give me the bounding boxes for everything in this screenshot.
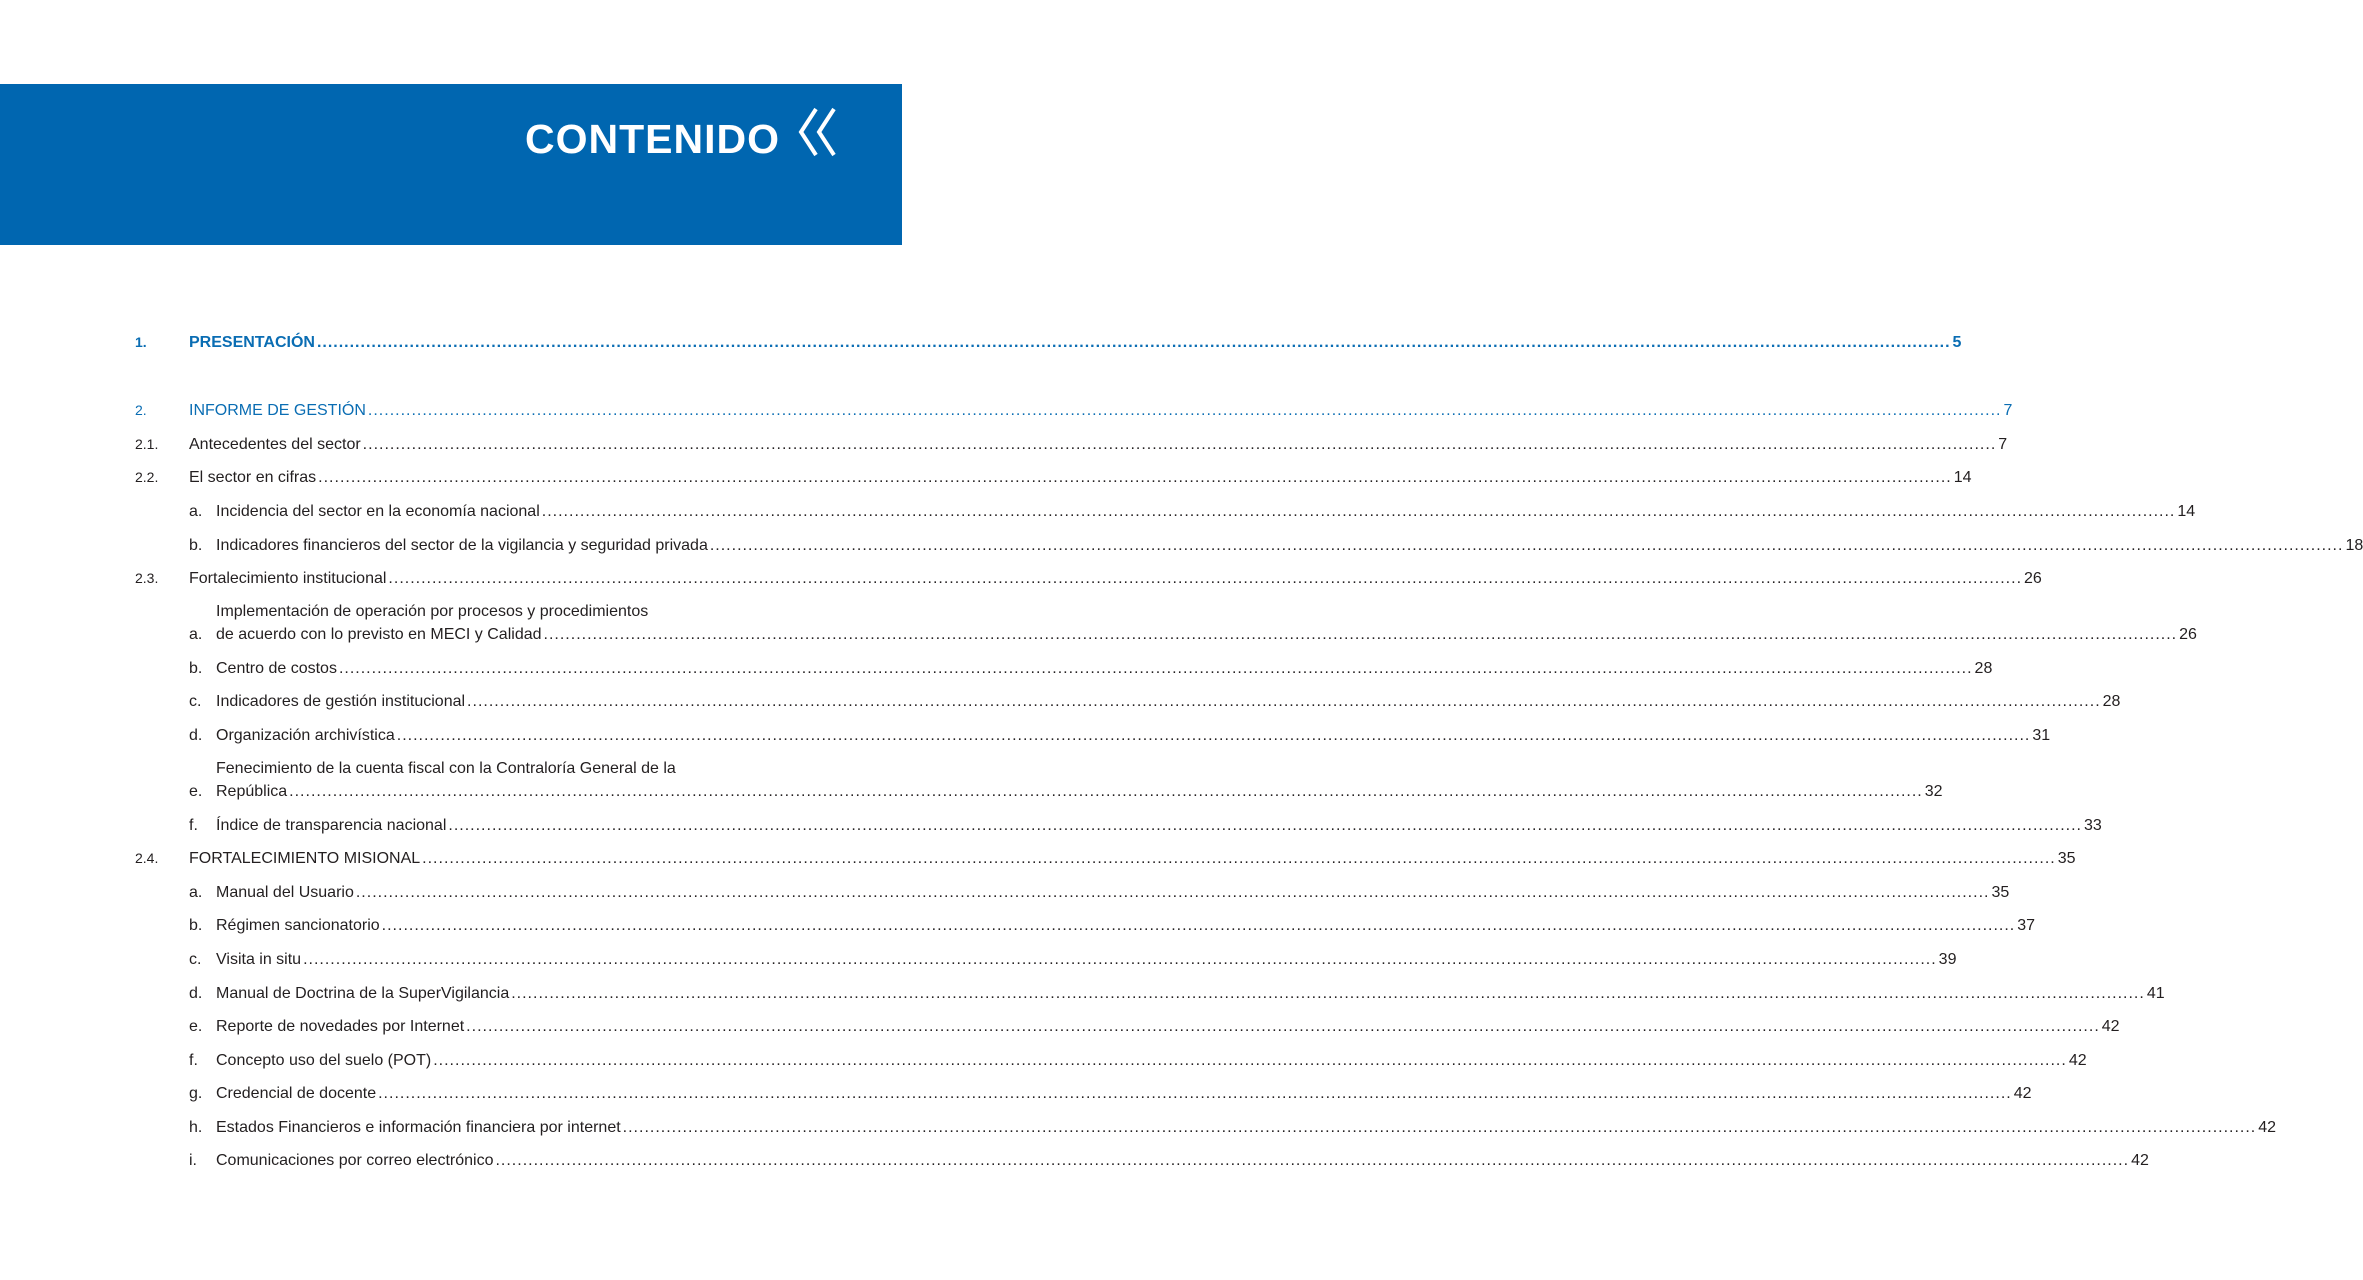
toc-entry-body [189,567,2042,590]
dot-leader: ............................................................................................................................................................................................................................................................................................................ [388,570,2023,588]
toc-entry[interactable] [135,937,1957,971]
toc-entry-text: Visita in situ [216,950,302,968]
toc-entry-page: 32 [1924,782,1943,800]
toc-entry-text: Organización archivística [216,726,395,744]
toc-entry-page: 41 [2146,984,2165,1002]
toc-entry-text: El sector en cifras [189,469,317,487]
toc-entry[interactable] [135,971,2165,1005]
toc-entry[interactable] [135,422,2008,456]
dot-leader: ............................................................................................................................................................................................................................................................................................................ [433,1051,2067,1069]
toc-entry-page: 42 [2013,1085,2032,1103]
toc-entry[interactable] [135,489,2196,523]
toc-entry-body [189,500,2196,523]
toc-entry-page: 39 [1938,950,1957,968]
toc-entry-body [189,1082,2032,1105]
toc-entry[interactable] [135,904,2036,938]
toc-entry-body [189,433,2008,456]
toc-entry-page: 14 [2177,502,2196,520]
toc-entry-letter: d. [189,984,203,1002]
toc-entry-body [189,690,2121,713]
dot-leader: ............................................................................................................................................................................................................................................................................................................ [362,435,1997,453]
toc-entry-text: Estados Financieros e información financiera por internet [216,1118,621,1136]
toc-entry-text: Manual del Usuario [216,883,354,901]
toc-entry[interactable] [135,646,1993,680]
toc-entry[interactable] [135,1005,2120,1039]
toc-entry-letter: d. [189,726,203,744]
toc-entry-page: 26 [2179,626,2197,644]
toc-entry-letter: c. [189,950,202,968]
toc-entry-text: Implementación de operación por procesos y procedimientos [216,603,649,621]
toc-entry-line2 [216,780,1943,803]
toc-entry-page: 42 [2101,1018,2120,1036]
toc-entry[interactable] [135,1139,2149,1173]
toc-entry[interactable] [135,680,2121,714]
toc-entry-letter: b. [189,536,203,554]
toc-entry-text-block [216,757,1943,803]
toc-entry-body [189,466,1972,489]
dot-leader: ............................................................................................................................................................................................................................................................................................................ [378,1085,2012,1103]
toc-entry-letter: b. [189,659,203,677]
table-of-contents [135,320,2363,1172]
toc-entry-letter: f. [189,816,198,834]
dot-leader: ............................................................................................................................................................................................................................................................................................................ [709,536,2344,554]
toc-entry[interactable] [135,803,2102,837]
toc-entry[interactable] [135,456,1972,490]
toc-entry-number: 2.2. [135,469,159,486]
toc-entry-page: 42 [2258,1118,2277,1136]
toc-entry-page: 35 [1991,883,2010,901]
toc-entry-page: 5 [1952,333,1962,351]
toc-entry-page: 26 [2024,570,2042,588]
toc-entry-text-continued: de acuerdo con lo previsto en MECI y Calidad [216,626,542,644]
toc-entry-text: Régimen sancionatorio [216,917,380,935]
toc-entry-number: 2.1. [135,435,159,452]
toc-entry-text-block [216,600,2197,646]
dot-leader: ............................................................................................................................................................................................................................................................................................................ [448,816,2082,834]
toc-entry[interactable] [135,1038,2087,1072]
toc-entry-text: Indicadores de gestión institucional [216,693,466,711]
toc-entry-text-continued: República [216,782,288,800]
toc-entry-body [189,1116,2277,1139]
dot-leader: ............................................................................................................................................................................................................................................................................................................ [381,917,2016,935]
toc-entry[interactable] [135,590,2197,646]
toc-entry-body [189,399,2013,422]
toc-entry-page: 35 [2057,850,2076,868]
toc-entry-body [189,847,2076,870]
toc-entry-letter: a. [189,883,203,901]
toc-entry[interactable] [135,523,2363,557]
toc-entry-body [189,914,2036,937]
toc-entry-page: 31 [2032,726,2051,744]
dot-leader: ............................................................................................................................................................................................................................................................................................................ [467,693,2101,711]
toc-entry-text: Comunicaciones por correo electrónico [216,1152,494,1170]
toc-entry-text: Credencial de docente [216,1085,377,1103]
toc-entry-letter: e. [189,782,203,800]
toc-entry-body [189,814,2102,837]
dot-leader: ............................................................................................................................................................................................................................................................................................................ [318,469,1952,487]
toc-entry-letter: h. [189,1118,203,1136]
toc-entry-page: 28 [1974,659,1993,677]
toc-entry-body [189,600,2197,646]
toc-entry-text: INFORME DE GESTIÓN [189,402,366,420]
toc-entry[interactable] [135,557,2042,591]
dot-leader: ............................................................................................................................................................................................................................................................................................................ [316,333,1951,351]
toc-entry-text: Manual de Doctrina de la SuperVigilancia [216,984,510,1002]
toc-entry-body [189,982,2165,1005]
toc-entry-line2 [216,623,2197,646]
toc-entry-page: 33 [2083,816,2102,834]
toc-entry-text: Incidencia del sector en la economía nacional [216,502,540,520]
dot-leader: ............................................................................................................................................................................................................................................................................................................ [355,883,1990,901]
toc-entry[interactable] [135,320,1962,354]
toc-entry-text: Reporte de novedades por Internet [216,1018,465,1036]
dot-leader: ............................................................................................................................................................................................................................................................................................................ [367,402,2002,420]
toc-entry-page: 14 [1953,469,1972,487]
toc-entry[interactable] [135,389,2013,423]
toc-entry-page: 28 [2102,693,2121,711]
toc-entry-number: 2.3. [135,570,159,587]
dot-leader: ............................................................................................................................................................................................................................................................................................................ [541,502,2176,520]
toc-entry-body [189,757,1943,803]
dot-leader: ............................................................................................................................................................................................................................................................................................................ [289,782,1923,800]
toc-entry-page: 42 [2131,1152,2149,1170]
page-title: CONTENIDO [525,116,780,162]
toc-entry[interactable] [135,837,2076,871]
double-chevron-left-icon [796,106,840,158]
toc-entry-text: Centro de costos [216,659,337,677]
toc-entry-body [189,331,1962,354]
toc-entry-body [189,657,1993,680]
toc-entry-page: 42 [2068,1051,2087,1069]
dot-leader: ............................................................................................................................................................................................................................................................................................................ [622,1118,2257,1136]
toc-entry[interactable] [135,1105,2277,1139]
toc-entry-letter: i. [189,1152,197,1170]
dot-leader: ............................................................................................................................................................................................................................................................................................................ [338,659,1973,677]
toc-entry-body [189,1049,2087,1072]
toc-entry-letter: a. [189,626,203,644]
toc-entry-number: 1. [135,333,147,350]
toc-entry-text: Indicadores financieros del sector de la vigilancia y seguridad privada [216,536,708,554]
dot-leader: ............................................................................................................................................................................................................................................................................................................ [543,626,2178,644]
toc-entry-body [189,1015,2120,1038]
toc-entry-page: 7 [2003,402,2013,420]
toc-entry[interactable] [135,713,2051,747]
toc-entry-body [189,534,2363,557]
toc-entry-text: FORTALECIMIENTO MISIONAL [189,850,421,868]
toc-entry[interactable] [135,1072,2032,1106]
toc-entry-letter: e. [189,1018,203,1036]
toc-entry-page: 7 [1998,435,2008,453]
toc-entry-body [189,881,2010,904]
dot-leader: ............................................................................................................................................................................................................................................................................................................ [466,1018,2100,1036]
toc-entry-letter: a. [189,502,203,520]
toc-entry-text: PRESENTACIÓN [189,333,315,351]
dot-leader: ............................................................................................................................................................................................................................................................................................................ [511,984,2145,1002]
toc-entry[interactable] [135,870,2010,904]
toc-entry-page: 18 [2345,536,2363,554]
toc-entry-letter: f. [189,1051,198,1069]
dot-leader: ............................................................................................................................................................................................................................................................................................................ [396,726,2031,744]
toc-entry-number: 2. [135,402,147,419]
toc-entry-number: 2.4. [135,850,159,867]
dot-leader: ............................................................................................................................................................................................................................................................................................................ [495,1152,2130,1170]
toc-entry-letter: c. [189,693,202,711]
dot-leader: ............................................................................................................................................................................................................................................................................................................ [422,850,2056,868]
toc-entry-body [189,1149,2149,1172]
toc-entry-text: Fortalecimiento institucional [189,570,387,588]
toc-entry[interactable] [135,747,1943,803]
toc-entry-letter: b. [189,917,203,935]
toc-entry-text: Antecedentes del sector [189,435,361,453]
toc-entry-text: Concepto uso del suelo (POT) [216,1051,432,1069]
toc-entry-page: 37 [2017,917,2036,935]
toc-entry-text: Fenecimiento de la cuenta fiscal con la Contraloría General de la [216,759,676,777]
toc-entry-text: Índice de transparencia nacional [216,816,447,834]
toc-entry-letter: g. [189,1085,203,1103]
header-banner [0,84,902,245]
toc-entry-body [189,724,2051,747]
toc-entry-body [189,948,1957,971]
dot-leader: ............................................................................................................................................................................................................................................................................................................ [303,950,1937,968]
